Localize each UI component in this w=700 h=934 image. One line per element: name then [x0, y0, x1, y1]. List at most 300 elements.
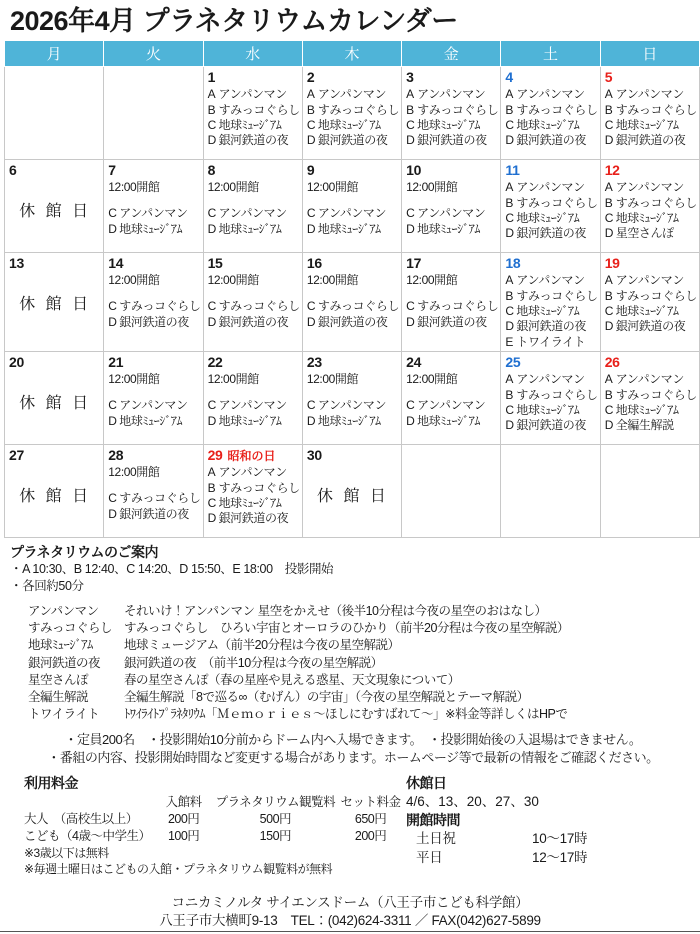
show-code: B: [207, 480, 216, 495]
calendar-cell-header: [9, 255, 101, 273]
show-list-item: [108, 398, 200, 413]
show-code: B: [604, 195, 613, 210]
hours-row-weekend-label: 土日祝: [416, 831, 456, 847]
calendar-cell-empty: [104, 67, 203, 160]
fee-row-adult: [24, 811, 406, 828]
show-title: 銀河鉄道の夜: [615, 133, 686, 148]
show-title: すみっコぐらし: [615, 102, 697, 117]
notes-section: [12, 731, 694, 767]
show-list: [505, 87, 597, 148]
fee-header-row: [24, 794, 406, 811]
show-list-item: [505, 196, 597, 211]
fee-note-saturday-free: ※毎週土曜日はこどもの入館・プラネタリウム観覧料が無料: [24, 862, 333, 877]
calendar-cell-day-11: [501, 160, 600, 253]
closed-day-label: 休 館 日: [19, 395, 92, 413]
closed-days-title: 休館日: [406, 775, 447, 792]
day-number: 23: [306, 354, 322, 371]
weekday-header-wed: 水: [203, 41, 302, 67]
show-list: [605, 180, 697, 241]
day-number: 4: [505, 69, 513, 86]
show-title: 地球ﾐｭｰｼﾞｱﾑ: [317, 221, 381, 236]
show-list-item: [406, 118, 498, 133]
show-list-item: [605, 304, 697, 319]
day-number: 11: [505, 162, 520, 179]
show-title: 銀河鉄道の夜: [218, 511, 289, 526]
weekday-header-tue: 火: [104, 41, 203, 67]
calendar-cell-day-30: [302, 445, 401, 538]
calendar-cell-header: [605, 354, 697, 372]
calendar-cell-empty: [501, 445, 600, 538]
day-number: 9: [306, 162, 315, 179]
calendar-week-row: [5, 352, 700, 445]
show-title: 地球ﾐｭｰｼﾞｱﾑ: [615, 402, 679, 417]
show-title: すみっコぐらし: [317, 102, 400, 117]
show-code: B: [306, 102, 315, 117]
calendar-cell-header: [605, 69, 697, 87]
show-list-item: [605, 403, 697, 418]
day-number: 13: [9, 255, 24, 272]
calendar-cell-header: [9, 162, 101, 180]
program-name: アンパンマン: [28, 604, 99, 619]
show-code: B: [505, 102, 514, 117]
show-title: 地球ﾐｭｰｼﾞｱﾑ: [516, 304, 580, 319]
show-list: [108, 398, 200, 429]
show-title: 地球ﾐｭｰｼﾞｱﾑ: [417, 118, 480, 133]
show-list-item: [505, 403, 597, 418]
show-code: D: [505, 418, 514, 433]
calendar-cell-day-14: [104, 253, 203, 352]
program-detail: 全編生解説「8で巡る∞（むげん）の宇宙」（今夜の星空解説とテーマ解説）: [124, 689, 529, 704]
calendar-cell-day-17: [402, 253, 501, 352]
show-title: 銀河鉄道の夜: [317, 314, 388, 329]
show-title: 銀河鉄道の夜: [218, 314, 289, 329]
hours-row-weekday: [416, 849, 587, 868]
show-title: 銀河鉄道の夜: [417, 314, 487, 329]
show-title: すみっコぐらし: [615, 195, 697, 210]
show-code: D: [306, 133, 316, 148]
show-list-item: [605, 196, 697, 211]
show-title: アンパンマン: [615, 87, 684, 102]
show-code: D: [406, 314, 415, 329]
show-code: A: [207, 87, 216, 102]
show-title: 地球ﾐｭｰｼﾞｱﾑ: [119, 413, 183, 428]
fee-header-planetarium: プラネタリウム観覧料: [215, 795, 336, 810]
holiday-label: 昭和の日: [227, 449, 276, 464]
show-code: C: [108, 491, 117, 506]
day-number: 27: [9, 447, 24, 464]
calendar-table: [4, 40, 700, 538]
show-list-item: [605, 319, 697, 334]
show-list: [406, 299, 498, 330]
show-list-item: [605, 87, 697, 102]
show-list: [505, 180, 597, 241]
show-code: C: [306, 398, 316, 413]
day-number: 28: [108, 447, 124, 464]
show-list-item: [406, 206, 498, 221]
calendar-cell-header: [108, 354, 200, 372]
show-title: アンパンマン: [516, 87, 585, 102]
day-number: 2: [306, 69, 315, 86]
show-code: B: [604, 102, 613, 117]
program-detail: 地球ミュージアム（前半20分程は今夜の星空解説）: [124, 638, 400, 653]
show-title: すみっコぐらし: [218, 299, 300, 314]
show-list: [307, 398, 399, 429]
open-time-label: 12:00開館: [108, 180, 160, 195]
show-list-item: [406, 103, 498, 118]
show-list-item: [605, 180, 697, 195]
show-code: C: [505, 211, 514, 226]
show-code: C: [207, 299, 216, 314]
open-hours-table: [416, 830, 587, 868]
show-code: D: [505, 133, 514, 148]
show-list: [108, 299, 200, 330]
program-name: 星空さんぽ: [28, 672, 89, 687]
show-code: A: [505, 87, 514, 102]
program-name: トワイライト: [28, 706, 100, 721]
show-title: 銀河鉄道の夜: [516, 133, 587, 148]
show-title: 全編生解説: [615, 418, 674, 433]
calendar-cell-header: [208, 255, 300, 273]
show-list-item: [505, 226, 597, 241]
calendar-cell-header: [307, 255, 399, 273]
day-number: 21: [108, 354, 124, 371]
fee-row-child: [24, 828, 406, 845]
calendar-cell-day-28: [104, 445, 203, 538]
calendar-cell-header: [406, 69, 498, 87]
fee-row-adult-set: 650円: [354, 812, 387, 827]
day-number: 16: [306, 255, 322, 272]
show-list-item: [108, 206, 200, 221]
calendar-cell-day-19: [600, 253, 699, 352]
show-list: [208, 299, 300, 330]
info-title: プラネタリウムのご案内: [10, 544, 158, 561]
show-code: D: [406, 413, 415, 428]
show-list: [108, 206, 200, 237]
calendar-cell-empty: [402, 445, 501, 538]
day-number: 17: [406, 255, 422, 272]
calendar-cell-header: [208, 447, 300, 465]
open-time-label: 12:00開館: [108, 465, 160, 480]
show-title: すみっコぐらし: [119, 491, 201, 506]
show-code: D: [207, 314, 216, 329]
show-code: C: [406, 398, 415, 413]
closed-day-label: 休 館 日: [19, 296, 92, 314]
show-code: D: [306, 413, 316, 428]
open-time-label: 12:00開館: [207, 273, 259, 288]
show-list-item: [307, 118, 399, 133]
show-code: C: [406, 299, 415, 314]
show-title: アンパンマン: [417, 398, 486, 413]
show-title: 銀河鉄道の夜: [119, 506, 189, 521]
calendar-cell-day-23: [302, 352, 401, 445]
calendar-cell-day-3: [402, 67, 501, 160]
show-code: D: [604, 418, 613, 433]
fee-row-adult-planetarium: 500円: [259, 812, 292, 827]
show-code: D: [406, 221, 415, 236]
show-list: [108, 491, 200, 522]
show-title: 銀河鉄道の夜: [615, 319, 686, 334]
day-number: 1: [207, 69, 216, 86]
calendar-cell-day-6: [5, 160, 104, 253]
show-code: C: [604, 402, 613, 417]
open-time-label: 12:00開館: [108, 273, 160, 288]
show-title: アンパンマン: [119, 398, 188, 413]
show-list: [307, 299, 399, 330]
closed-days-value: 4/6、13、20、27、30: [406, 794, 539, 810]
show-code: C: [306, 206, 316, 221]
show-code: D: [207, 511, 216, 526]
calendar-cell-day-22: [203, 352, 302, 445]
show-list-item: [307, 299, 399, 314]
footer-divider: [0, 931, 700, 932]
show-list-item: [208, 103, 300, 118]
show-title: 星空さんぽ: [615, 226, 674, 241]
show-list-item: [208, 414, 300, 429]
footer-contact: 八王子市大横町9-13 TEL：(042)624-3311 ／ FAX(042)627-5899: [159, 912, 541, 928]
calendar-cell-day-16: [302, 253, 401, 352]
closed-day-label: 休 館 日: [19, 488, 92, 506]
calendar-cell-header: [208, 69, 300, 87]
day-number: 8: [207, 162, 216, 179]
weekday-header-mon: 月: [5, 41, 104, 67]
show-list-item: [307, 414, 399, 429]
calendar-cell-empty: [5, 67, 104, 160]
show-code: C: [406, 206, 415, 221]
show-title: すみっコぐらし: [516, 288, 598, 303]
show-title: 銀河鉄道の夜: [119, 314, 189, 329]
show-title: すみっコぐらし: [417, 299, 499, 314]
fee-header-set: セット料金: [340, 795, 401, 810]
show-list-item: [108, 491, 200, 506]
show-title: アンパンマン: [218, 398, 287, 413]
show-code: C: [207, 118, 216, 133]
day-number: 20: [9, 354, 24, 371]
calendar-cell-header: [605, 255, 697, 273]
show-list-item: [605, 103, 697, 118]
calendar-cell-header: [605, 162, 697, 180]
show-title: アンパンマン: [417, 87, 486, 102]
calendar-cell-day-2: [302, 67, 401, 160]
show-title: 地球ﾐｭｰｼﾞｱﾑ: [218, 118, 282, 133]
show-title: アンパンマン: [317, 398, 387, 413]
show-list-item: [605, 118, 697, 133]
info-duration-line: ・各回約50分: [10, 579, 84, 594]
show-title: トワイライト: [516, 334, 586, 349]
calendar-cell-header: [505, 162, 597, 180]
show-list-item: [406, 315, 498, 330]
show-title: 地球ﾐｭｰｼﾞｱﾑ: [615, 211, 679, 226]
show-list-item: [605, 372, 697, 387]
show-list-item: [505, 180, 597, 195]
show-title: すみっコぐらし: [218, 480, 300, 495]
program-description-row: [28, 689, 694, 706]
show-list-item: [406, 222, 498, 237]
open-time-label: 12:00開館: [406, 372, 458, 387]
page-title: 2026年4月 プラネタリウムカレンダー: [10, 6, 458, 36]
show-list-item: [505, 388, 597, 403]
show-list-item: [307, 315, 399, 330]
calendar-cell-header: [108, 255, 200, 273]
show-list-item: [307, 103, 399, 118]
show-code: C: [604, 304, 613, 319]
calendar-cell-header: [406, 162, 498, 180]
show-code: C: [306, 299, 316, 314]
show-list-item: [505, 372, 597, 387]
calendar-week-row: [5, 67, 700, 160]
calendar-cell-day-1: [203, 67, 302, 160]
day-number: 24: [406, 354, 422, 371]
calendar-cell-header: [406, 255, 498, 273]
show-title: アンパンマン: [218, 465, 287, 480]
show-code: C: [306, 118, 316, 133]
show-code: A: [604, 273, 613, 288]
show-title: アンパンマン: [615, 273, 684, 288]
show-list: [307, 87, 399, 148]
show-code: A: [505, 273, 514, 288]
show-title: アンパンマン: [516, 372, 585, 387]
calendar-cell-day-12: [600, 160, 699, 253]
show-title: 銀河鉄道の夜: [516, 226, 587, 241]
show-list-item: [208, 299, 300, 314]
show-list-item: [406, 299, 498, 314]
show-code: D: [505, 226, 514, 241]
show-list-item: [208, 496, 300, 511]
open-time-label: 12:00開館: [406, 273, 458, 288]
calendar-cell-header: [208, 354, 300, 372]
calendar-week-row: [5, 445, 700, 538]
show-title: 地球ﾐｭｰｼﾞｱﾑ: [516, 402, 580, 417]
show-code: D: [108, 413, 117, 428]
show-list-item: [307, 398, 399, 413]
show-list-item: [307, 87, 399, 102]
show-code: D: [108, 506, 117, 521]
show-code: D: [604, 319, 613, 334]
show-code: A: [505, 180, 514, 195]
program-name: 地球ﾐｭｰｼﾞｱﾑ: [28, 638, 93, 653]
show-code: D: [207, 133, 216, 148]
show-list-item: [505, 87, 597, 102]
fee-row-child-planetarium: 150円: [259, 829, 292, 844]
show-title: すみっコぐらし: [417, 102, 499, 117]
show-code: D: [604, 226, 613, 241]
show-code: B: [207, 102, 216, 117]
calendar-cell-day-15: [203, 253, 302, 352]
show-title: 地球ﾐｭｰｼﾞｱﾑ: [317, 413, 381, 428]
closed-day-label: 休 館 日: [19, 203, 92, 221]
show-title: 地球ﾐｭｰｼﾞｱﾑ: [218, 221, 282, 236]
show-list-item: [307, 133, 399, 148]
show-title: すみっコぐらし: [119, 299, 201, 314]
calendar-cell-day-5: [600, 67, 699, 160]
show-title: アンパンマン: [317, 206, 387, 221]
show-code: A: [604, 372, 613, 387]
show-list: [605, 87, 697, 148]
show-code: C: [108, 398, 117, 413]
day-number: 14: [108, 255, 124, 272]
show-code: A: [604, 87, 613, 102]
show-title: アンパンマン: [317, 87, 387, 102]
hours-block: [406, 774, 684, 877]
show-list-item: [505, 319, 597, 334]
show-code: D: [207, 413, 216, 428]
show-title: 銀河鉄道の夜: [417, 133, 487, 148]
show-code: A: [505, 372, 514, 387]
fees-title: 利用料金: [24, 775, 78, 792]
program-description-row: [28, 672, 694, 689]
show-title: 地球ﾐｭｰｼﾞｱﾑ: [218, 495, 282, 510]
open-time-label: 12:00開館: [406, 180, 458, 195]
show-code: C: [604, 118, 613, 133]
program-description-row: [28, 706, 694, 723]
day-number: 25: [505, 354, 521, 371]
show-code: D: [108, 221, 117, 236]
weekday-header-thu: 木: [302, 41, 401, 67]
show-title: 地球ﾐｭｰｼﾞｱﾑ: [119, 221, 183, 236]
calendar-cell-header: [505, 354, 597, 372]
show-list-item: [208, 511, 300, 526]
calendar-cell-day-20: [5, 352, 104, 445]
show-code: B: [604, 387, 613, 402]
calendar-cell-empty: [600, 445, 699, 538]
calendar-week-row: [5, 253, 700, 352]
calendar-cell-header: [505, 69, 597, 87]
day-number: 5: [604, 69, 613, 86]
show-title: 地球ﾐｭｰｼﾞｱﾑ: [417, 413, 480, 428]
show-title: アンパンマン: [615, 180, 684, 195]
show-list-item: [208, 465, 300, 480]
show-code: A: [406, 87, 414, 102]
calendar-body: [5, 67, 700, 538]
show-title: すみっコぐらし: [516, 387, 598, 402]
open-time-label: 12:00開館: [306, 372, 359, 387]
show-title: 地球ﾐｭｰｼﾞｱﾑ: [218, 413, 282, 428]
weekday-header-sun: 日: [600, 41, 699, 67]
calendar-cell-header: [108, 162, 200, 180]
hours-row-weekend: [416, 830, 587, 849]
calendar-cell-day-9: [302, 160, 401, 253]
show-list-item: [208, 398, 300, 413]
calendar-cell-header: [406, 354, 498, 372]
calendar-cell-header: [307, 69, 399, 87]
show-list: [605, 273, 697, 334]
day-number: 26: [604, 354, 620, 371]
calendar-cell-day-24: [402, 352, 501, 445]
show-code: C: [505, 118, 514, 133]
fee-row-adult-label: 大人 （高校生以上）: [24, 812, 138, 827]
weekday-header-row: [5, 41, 700, 67]
program-description-row: [28, 620, 694, 637]
show-list-item: [505, 211, 597, 226]
show-code: A: [207, 465, 216, 480]
show-list-item: [605, 211, 697, 226]
day-number: 6: [9, 162, 17, 179]
show-title: すみっコぐらし: [615, 387, 697, 402]
show-title: 地球ﾐｭｰｼﾞｱﾑ: [516, 118, 580, 133]
show-title: 銀河鉄道の夜: [516, 319, 587, 334]
show-list-item: [406, 87, 498, 102]
show-list-item: [505, 418, 597, 433]
show-title: すみっコぐらし: [615, 288, 697, 303]
closed-day-label: 休 館 日: [317, 488, 389, 506]
show-code: C: [108, 299, 117, 314]
day-number: 22: [207, 354, 223, 371]
calendar-cell-day-26: [600, 352, 699, 445]
program-description-list: [28, 603, 694, 723]
show-code: B: [505, 387, 514, 402]
day-number: 7: [108, 162, 116, 179]
fees-block: [24, 774, 406, 877]
show-list: [406, 87, 498, 148]
